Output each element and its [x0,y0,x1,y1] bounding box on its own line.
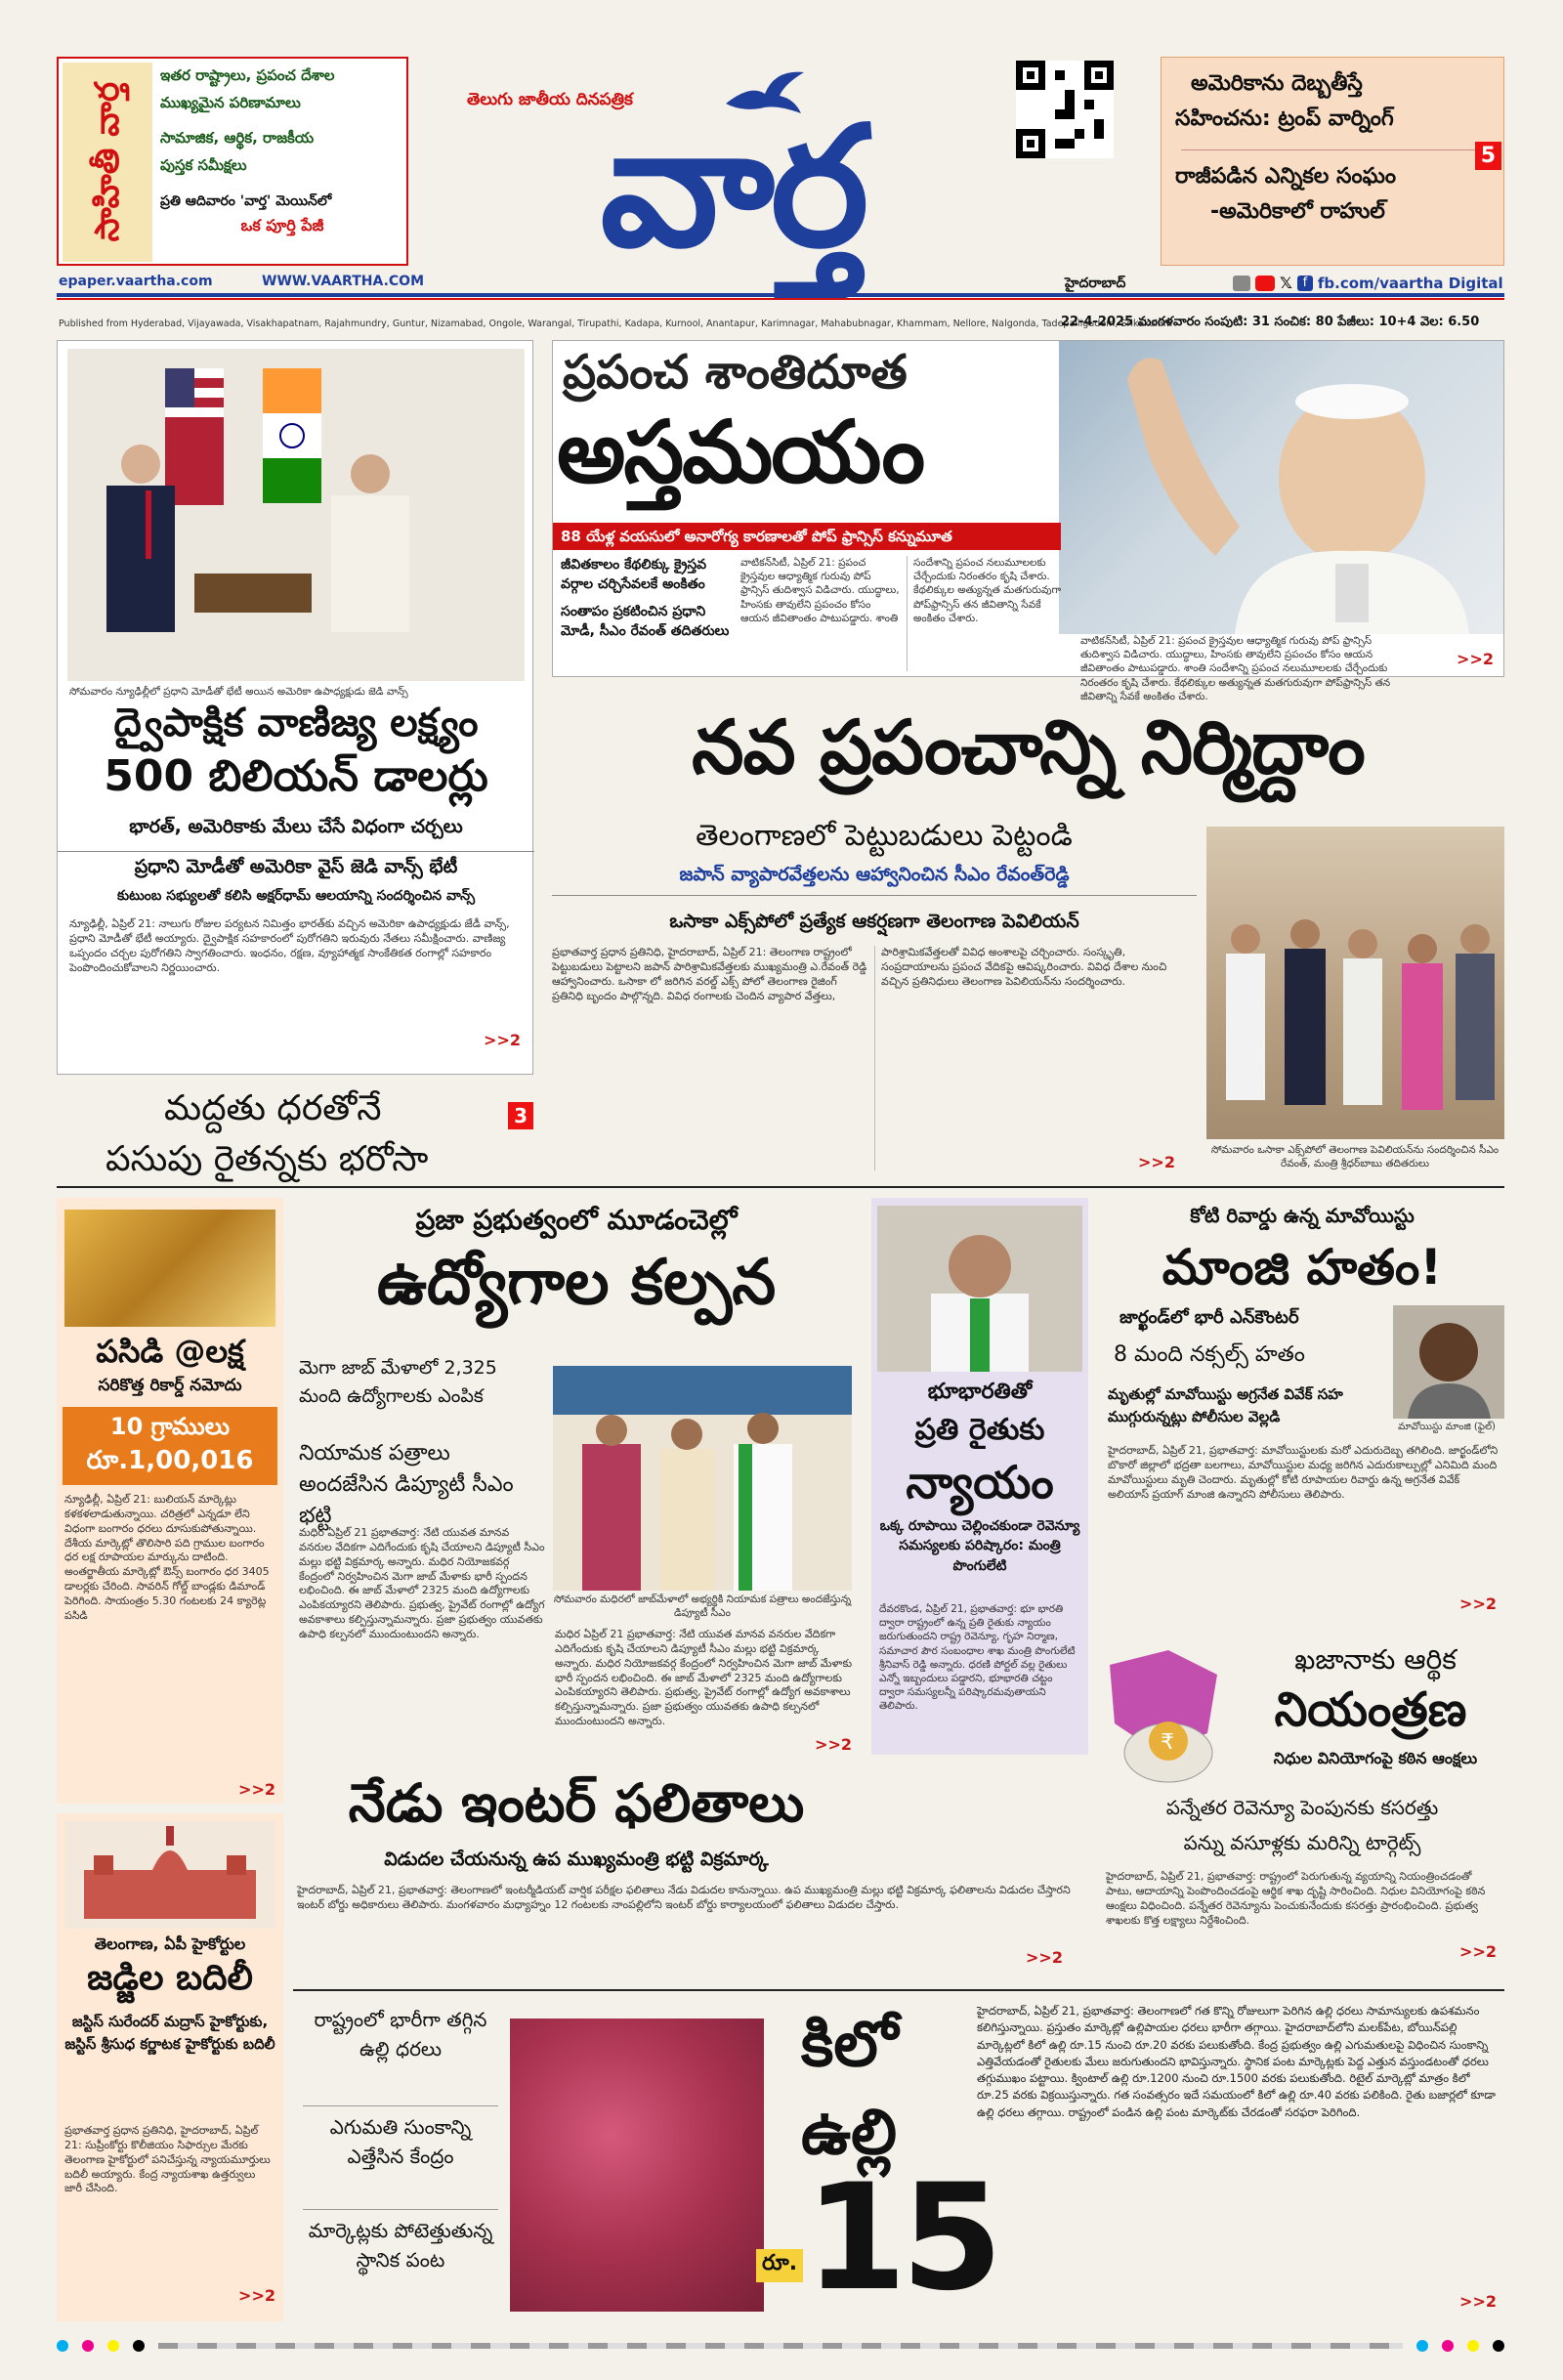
jobs-story[interactable] [293,1198,860,1761]
pope-photo [1059,341,1503,634]
revanth-story[interactable] [552,690,1504,1180]
print-registration-marks [57,2337,1504,2355]
finance-illustration [1100,1645,1237,1792]
onion-headline-2: ఉల్లి [801,2097,897,2169]
gold-headline: పసిడి @లక్ష [96,1333,244,1370]
published-from: Published from Hyderabad, Vijayawada, Visakhapatnam, Rajahmundry, Guntur, Nizamabad, Ongole, Warangal, Tirupathi, Kadapa, Kurnool, Anantapur, Karimnagar, Mahabubnagar, Khammam, Nellore, Nalgonda, Tadepalligudem, Srikakulam [59,319,1173,329]
revanth-sub-1: తెలంగాణలో పెట్టుబడులు పెట్టండి [696,819,1073,853]
judges-story[interactable] [57,1813,283,2321]
turmeric-teaser[interactable] [57,1084,533,1180]
promo-left-item: ముఖ్యమైన పరిణామాలు [160,94,301,111]
jobs-body: మధిర ఏప్రిల్ 21 ప్రభాతవార్త: నేటి యువత మానవ వనరుల వేదికగా ఎదిగేందుకు కృషి చేయాలని డిప్యూటీ సీఎం మల్లు భట్టి విక్రమార్క అన్నారు. మధిర నియోజకవర్గ కేంద్రంలో నిర్వహించిన మెగా జాబ్ మేళాకు భారీ స్పందన లభించింది. ఈ జాబ్ మేళాలో 2325 మంది ఉద్యోగాలకు ఎంపికయ్యారని తెలిపారు. ప్రభుత్వ, ప్రైవేట్ రంగాల్లో ఉద్యోగ అవకాశాలు కల్పిస్తున్నామన్నారు. ప్రజా ప్రభుత్వం యువతకు ఉపాధి కల్పనలో ముందుంటుందని అన్నారు. [299,1526,545,1640]
jobs-sub-1: మెగా జాబ్ మేళాలో 2,325 మంది ఉద్యోగాలకు ఎంపిక [299,1357,497,1407]
vance-sub-2: ప్రధాని మోడీతో అమెరికా వైస్ జెడి వాన్స్ భేటీ [58,851,534,882]
x-icon[interactable]: 𝕏 [1280,274,1292,292]
ponguleti-photo [877,1206,1082,1372]
maoist-caption: మావోయిస్టు మాంజి (ఫైల్) [1398,1422,1496,1432]
judges-body: ప్రభాతవార్త ప్రధాన ప్రతినిధి, హైదరాబాద్, ఏప్రిల్ 21: సుప్రీంకోర్టు కొలీజియం సిఫార్సుల మేరకు తెలంగాణ హైకోర్టులో పనిచేస్తున్న న్యాయమూర్తులు బదిలీ అయ్యారు. కేంద్ర న్యాయశాఖ ఉత్తర్వులు జారీ చేసింది. [64,2124,271,2195]
web-url[interactable]: WWW.VAARTHA.COM [262,274,424,289]
social-icons[interactable] [1233,274,1503,292]
jobs-headline: ఉద్యోగాల కల్పన [376,1247,777,1319]
promo-right-line2: సహించను: ట్రంప్ వార్నింగ్ [1175,106,1394,131]
revanth-body: ప్రభాతవార్త ప్రధాన ప్రతినిధి, హైదరాబాద్, ఏప్రిల్ 21: తెలంగాణ రాష్ట్రంలో పెట్టుబడులు పెట్టాలని జపాన్ పారిశ్రామికవేత్తలకు ముఖ్యమంత్రి ఎ.రేవంత్ రెడ్డి ఆహ్వానించారు. ఒసాకా లో జరిగిన వరల్డ్ ఎక్స్ పోలో తెలంగాణ రైజింగ్ ప్రతినిధి బృందం పాల్గొన్నది. వివిధ రంగాలకు చెందిన వ్యాపార వేత్తలు, పారిశ్రామికవేత్తలతో వివిధ అంశాలపై చర్చించారు. సంస్కృతి, సంప్రదాయాలను ప్రపంచ వేదికపై ఆవిష్కరించారు. వివిధ దేశాల నుంచి వచ్చిన ప్రతినిధులు తెలంగాణ పెవిలియన్‌ను సందర్శించారు. [552,946,1167,1002]
social-handle[interactable]: fb.com/vaartha Digital [1317,274,1503,292]
lead-story[interactable] [552,340,1504,702]
maoist-sub-2: 8 మంది నక్సల్స్ హతం [1114,1342,1305,1367]
maoist-headline: మాంజి హతం! [1162,1239,1443,1296]
bhubharati-body: దేవరకొండ, ఏప్రిల్ 21, ప్రభాతవార్త: భూ భారతి ద్వారా రాష్ట్రంలో ఉన్న ప్రతి రైతుకు న్యాయం జరుగుతుందని రాష్ట్ర రెవెన్యూ, గృహ నిర్మాణ, సమాచార పౌర సంబంధాల శాఖ మంత్రి పొంగులేటి శ్రీనివాస్ రెడ్డి అన్నారు. ధరణి పోర్టల్ వల్ల రైతులు ఎన్నో ఇబ్బందులు పడ్డారని, భూభారతి చట్టం ద్వారా సమస్యలన్నీ పరిష్కారమవుతాయని తెలిపారు. [879,1603,1076,1713]
masthead-logo: వార్త [600,91,866,284]
promo-right-line1: అమెరికాను దెబ్బతీస్తే [1191,71,1363,96]
masthead-rule-red [57,298,1504,300]
jobs-sub-2: నియామక పత్రాలు అందజేసిన డిప్యూటీ సీఎం భట్టి [299,1441,514,1528]
gold-photo [64,1210,275,1327]
jobs-body-right: మధిర ఏప్రిల్ 21 ప్రభాతవార్త: నేటి యువత మానవ వనరుల వేదికగా ఎదిగేందుకు కృషి చేయాలని డిప్యూటీ సీఎం మల్లు భట్టి విక్రమార్క అన్నారు. మధిర నియోజకవర్గ కేంద్రంలో నిర్వహించిన మెగా జాబ్ మేళాకు భారీ స్పందన లభించింది. ఈ జాబ్ మేళాలో 2325 మంది ఉద్యోగాలకు ఎంపికయ్యారని తెలిపారు. ప్రభుత్వ, ప్రైవేట్ రంగాల్లో ఉద్యోగ అవకాశాలు కల్పిస్తున్నామన్నారు. ప్రజా ప్రభుత్వం యువతకు ఉపాధి కల్పనలో ముందుంటుందని అన్నారు. [555,1628,853,1728]
vance-body: న్యూఢిల్లీ, ఏప్రిల్ 21: నాలుగు రోజుల పర్యటన నిమిత్తం భారత్‌కు వచ్చిన అమెరికా ఉపాధ్యక్షుడు జేడీ వాన్స్, ప్రధాని మోడీతో భేటీ అయ్యారు. ద్వైపాక్షిక సహకారంలో పురోగతిని ఇరువురు నేతలు సమీక్షించారు. వాణిజ్య ఒప్పందం చర్చల పురోగతిని స్వాగతించారు. ఇంధనం, రక్షణ, వ్యూహాత్మక సాంకేతికత రంగాల్లో సహకారం పెంపొందించుకోవాలని నిర్ణయించారు. [69,917,510,974]
lead-strap-text: 88 యేళ్ల వయసులో అనారోగ్య కారణాలతో పోప్ ఫ్రాన్సిస్ కన్నుమూత [561,528,952,545]
promo-right-box[interactable] [1161,57,1504,266]
vance-sub: భారత్, అమెరికాకు మేలు చేసే విధంగా చర్చలు [129,816,463,837]
promo-left-title-text: సాహితీ వార్త [88,82,127,242]
onion-headline-1: కిలో [801,2009,899,2081]
inter-body: హైదరాబాద్, ఏప్రిల్ 21, ప్రభాతవార్త: తెలంగాణలో ఇంటర్మీడియట్ వార్షిక పరీక్షల ఫలితాలు నేడు విడుదల కానున్నాయి. ఉప ముఖ్యమంత్రి మల్లు భట్టి విక్రమార్క ఫలితాలను విడుదల చేస్తారని ఇంటర్ బోర్డు అధికారులు తెలిపారు. మంగళవారం మధ్యాహ్నం 12 గంటలకు నాంపల్లిలోని ఇంటర్ బోర్డు కార్యాలయంలో ఫలితాలు విడుదల చేస్తారు. [297,1884,1071,1911]
svg-text:₹: ₹ [1161,1730,1174,1755]
onion-box-2: ఎగుమతి సుంకాన్ని ఎత్తేసిన కేంద్రం [303,2112,498,2210]
tagline: తెలుగు జాతీయ దినపత్రిక [467,90,633,109]
judges-continue[interactable]: >>2 [238,2286,275,2305]
onion-box-1: రాష్ట్రంలో భారీగా తగ్గిన ఉల్లి ధరలు [303,2005,498,2106]
vance-continue[interactable]: >>2 [484,1031,521,1049]
gold-story[interactable] [57,1198,283,1804]
bhubharati-story[interactable] [871,1198,1088,1755]
gold-unit: 10 గ్రాములు [109,1413,231,1440]
masthead-rule-blue [57,293,1504,297]
finance-continue[interactable]: >>2 [1459,1942,1497,1961]
promo-left-item: ఇతర రాష్ట్రాలు, ప్రపంచ దేశాల [160,66,335,84]
onion-price: 15 [805,2153,997,2323]
maoist-story[interactable] [1100,1198,1504,1628]
youtube-icon[interactable] [1255,276,1275,291]
inter-story[interactable] [293,1768,1088,1981]
bhubharati-line-2: ప్రతి రైతుకు [914,1413,1045,1447]
lead-strap [553,523,1061,550]
revanth-sub-3: ఒసాకా ఎక్స్‌పోలో ప్రత్యేక ఆకర్షణగా తెలంగాణ పెవిలియన్ [669,911,1079,932]
finance-sub-1: నిధుల వినియోగంపై కఠిన ఆంక్షలు [1273,1749,1478,1767]
promo-right-line3: రాజీపడిన ఎన్నికల సంఘం [1175,164,1397,189]
jobs-kicker: ప్రజా ప్రభుత్వంలో మూడంచెల్లో [415,1204,738,1236]
turmeric-line-2: పసుపు రైతన్నకు భరోసా [106,1139,429,1179]
maoist-kicker: కోటి రివార్డు ఉన్న మావోయిస్టు [1190,1204,1415,1227]
judges-sub: జస్టిస్ సురేందర్ మద్రాస్ హైకోర్టుకు, జస్టిస్ శ్రీసుధ కర్ణాటక హైకోర్టుకు బదిలీ [64,2013,275,2053]
vance-story[interactable] [57,340,533,1075]
maoist-photo [1393,1305,1504,1419]
judges-kicker: తెలంగాణ, ఏపీ హైకోర్టుల [94,1934,246,1953]
jobs-continue[interactable]: >>2 [815,1735,852,1754]
inter-headline: నేడు ఇంటర్ ఫలితాలు [348,1772,805,1834]
inter-continue[interactable]: >>2 [1026,1948,1063,1967]
promo-right-line4: -అమెరికాలో రాహుల్ [1210,199,1385,224]
date-line: 22-4-2025 మంగళవారం సంపుటి: 31 సంచిక: 80 పేజీలు: 10+4 వెల: 6.50 [1061,315,1480,329]
promo-left-box[interactable] [57,57,408,266]
gold-sub: సరికొత్త రికార్డ్ నమోదు [98,1376,242,1395]
onion-body: హైదరాబాద్, ఏప్రిల్ 21, ప్రభాతవార్త: తెలంగాణలో గత కొన్ని రోజులుగా పెరిగిన ఉల్లి ధరలు సామాన్యులకు ఉపశమనం కలిగిస్తున్నాయి. ప్రస్తుతం మార్కెట్లో ఉల్లిపాయల ధరలు భారీగా తగ్గాయి. హైదరాబాద్‌లోని మలక్‌పేట, బోయిన్‌పల్లి మార్కెట్లలో కిలో ఉల్లి రూ.15 నుంచి రూ.20 వరకు పలుకుతోంది. కేంద్ర ప్రభుత్వం ఉల్లి ఎగుమతులపై విధించిన సుంకాన్ని ఎత్తివేయడంతో రైతులకు మేలు జరుగుతుందని భావిస్తున్నారు. స్థానిక పంట మార్కెట్లకు పెద్ద ఎత్తున వస్తుండటంతో ధరలు తగ్గుముఖం పట్టాయి. క్వింటాల్ ఉల్లి రూ.1200 నుంచి రూ.1500 వరకు పలుకుతోంది. రిటైల్ మార్కెట్లో మాత్రం కిలో రూ.25 వరకు విక్రయిస్తున్నారు. గత సంవత్సరం ఇదే సమయంలో కిలో ఉల్లి రూ.40 వరకు పలికింది. రైతు బజార్లలో కూడా ఉల్లి ధరలు తగ్గాయి. రాష్ట్రంలో పండిన ఉల్లి పంట మార్కెట్‌కు చేరడంతో సరఫరా పెరిగింది. [977,2004,1496,2119]
promo-left-item: సామాజిక, ఆర్థిక, రాజకీయ [160,129,315,147]
revanth-headline: నవ ప్రపంచాన్ని నిర్మిద్దాం [692,703,1365,790]
gold-price-box [63,1407,277,1485]
finance-headline: నియంత్రణ [1274,1682,1467,1737]
lead-bullet-2: సంతాపం ప్రకటించిన ప్రధాని మోడీ, సీఎం రేవంత్ తదితరులు [561,604,730,639]
divider-2 [293,1989,1504,1991]
lead-kicker: ప్రపంచ శాంతిదూత [563,345,908,400]
turmeric-page-badge[interactable]: 3 [508,1102,533,1129]
lead-headline: అస్తమయం [557,402,924,502]
maoist-continue[interactable]: >>2 [1459,1594,1497,1613]
finance-sub-2: పన్నేతర రెవెన్యూ పెంపునకు కసరత్తు [1165,1796,1439,1819]
revanth-sub-2: జపాన్ వ్యాపారవేత్తలను ఆహ్వానించిన సీఎం రేవంత్‌రెడ్డి [679,864,1070,885]
onion-box-3: మార్కెట్లకు పోటెత్తుతున్న స్థానిక పంట [308,2219,493,2272]
maoist-sub-3: మృతుల్లో మావోయిస్టు అగ్రనేత వివేక్ సహ ముగ్గురున్నట్లు పోలీసుల వెల్లడి [1108,1385,1343,1425]
bhubharati-line-3: న్యాయం [906,1456,1054,1509]
jobs-caption: సోమవారం మధిరలో జాబ్‌మేళాలో అభ్యర్థికి నియామక పత్రాలు అందజేస్తున్న డిప్యూటీ సీఎం [553,1594,852,1620]
promo-left-footer: ప్రతి ఆదివారం 'వార్త' మెయిన్‌లో [160,193,332,209]
vance-modi-photo [67,349,525,681]
app-icon[interactable] [1233,276,1250,291]
promo-left-item: పుస్తక సమీక్షలు [160,156,247,174]
onion-continue[interactable]: >>2 [1459,2292,1497,2311]
finance-sub-3: పన్ను వసూళ్లకు మరిన్ని టార్గెట్స్ [1183,1831,1421,1854]
lead-continue[interactable]: >>2 [1457,650,1494,668]
turmeric-line-1: మద్దతు ధరతోనే [164,1088,382,1128]
bhubharati-sub: ఒక్క రూపాయి చెల్లించకుండా రెవెన్యూ సమస్యలకు పరిష్కారం: మంత్రి పొంగులేటి [879,1518,1080,1574]
inter-sub: విడుదల చేయనున్న ఉప ముఖ్యమంత్రి భట్టి విక్రమార్క [384,1849,769,1870]
vance-headline-1: ద్వైపాక్షిక వాణిజ్య లక్ష్యం [113,701,479,745]
gold-price: రూ.1,00,016 [86,1446,254,1475]
facebook-icon[interactable]: f [1297,276,1313,291]
lead-body-right: వాటికన్‌సిటీ, ఏప్రిల్ 21: ప్రపంచ క్రైస్తవుల ఆధ్యాత్మిక గురువు పోప్ ఫ్రాన్సిస్ తుదిశ్వాస విడిచారు. యుద్ధాలు, హింసకు తావులేని ప్రపంచం కోసం ఆయన జీవితాంతం పాటుపడ్డారు. శాంతి సందేశాన్ని ప్రపంచ నలుమూలలకు చేర్చేందుకు నిరంతరం కృషి చేశారు. కేథలిక్కుల అత్యున్నత మతగురువుగా పోప్‌ఫ్రాన్సిస్ తన జీవితాన్ని సేవకే అంకితం చేశారు. [1080,635,1391,702]
lead-bullet-1: జీవితకాలం కేథలిక్కు క్రైస్తవ వర్గాల చర్చిసేవలకే అంకితం [561,557,707,592]
promo-left-footer2: ఒక పూర్తి పేజీ [240,216,324,234]
qr-code-icon[interactable] [1016,61,1114,158]
vance-sub-3: కుటుంబ సభ్యులతో కలిసి అక్షర్‌ధామ్ ఆలయాన్ని సందర్శించిన వాన్స్ [117,888,475,904]
onion-story[interactable] [293,1999,1504,2321]
divider-1 [57,1186,1504,1188]
high-court-photo [64,1821,275,1929]
promo-right-page-badge[interactable]: 5 [1475,142,1501,170]
epaper-url[interactable]: epaper.vaartha.com [59,274,213,289]
bhubharati-line-1: భూభారతితో [927,1380,1033,1404]
finance-story[interactable] [1100,1639,1504,1981]
onion-rs-badge: రూ. [756,2249,803,2282]
vance-headline-2: 500 బిలియన్ డాలర్లు [104,751,488,801]
judges-headline: జడ్జిల బదిలీ [87,1958,253,1998]
gold-continue[interactable]: >>2 [238,1780,275,1799]
promo-left-vertical-title [63,63,152,262]
vance-caption: సోమవారం న్యూఢిల్లీలో ప్రధాని మోడీతో భేటీ అయిన అమెరికా ఉపాధ్యక్షుడు జెడి వాన్స్ [69,686,408,698]
gold-body: న్యూఢిల్లీ, ఏప్రిల్ 21: బులియన్ మార్కెట్లు కళకళలాడుతున్నాయి. చరిత్రలో ఎన్నడూ లేని విధంగా బంగారం ధరలు దూసుకుపోతున్నాయి. దేశీయ మార్కెట్లో తొలిసారి పది గ్రాముల బంగారం ధర లక్ష రూపాయల మార్కును దాటింది. అంతర్జాతీయ మార్కెట్లో ఔన్స్ బంగారం ధర 3405 డాలర్లకు చేరింది. సావరిన్ గోల్డ్ బాండ్లకు డిమాండ్ పెరిగింది. సాయంత్రం 5.30 గంటలకు 24 క్యారెట్ల పసిడి [64,1493,270,1622]
onion-photo [510,2019,764,2312]
revanth-continue[interactable]: >>2 [1138,1153,1175,1171]
jobs-photo [553,1366,852,1591]
maoist-body: హైదరాబాద్, ఏప్రిల్ 21, ప్రభాతవార్త: మావోయిస్టులకు మరో ఎదురుదెబ్బ తగిలింది. జార్ఖండ్‌లోని బొకారో జిల్లాలో భద్రతా బలగాలు, మావోయిస్టుల మధ్య జరిగిన ఎదురుకాల్పుల్లో ఎనిమిది మంది మావోయిస్టులు మృతి చెందారు. మృతుల్లో కోటి రూపాయల రివార్డు ఉన్న అగ్రనేత వివేక్ అలియాస్ ప్రయాగ్ మాంజి ఉన్నారని పోలీసులు తెలిపారు. [1108,1444,1499,1501]
city-label: హైదరాబాద్ [1065,276,1126,291]
finance-kicker: ఖజానాకు ఆర్థిక [1294,1643,1457,1676]
revanth-caption: సోమవారం ఒసాకా ఎక్స్‌పోలో తెలంగాణ పెవిలియన్‌ను సందర్శించిన సీఎం రేవంత్, మంత్రి శ్రీధర్‌బాబు తదితరులు [1210,1144,1500,1170]
maoist-sub-1: జార్ఖండ్‌లో భారీ ఎన్‌కౌంటర్ [1119,1307,1299,1328]
lead-body: వాటికన్‌సిటీ, ఏప్రిల్ 21: ప్రపంచ క్రైస్తవుల ఆధ్యాత్మిక గురువు పోప్ ఫ్రాన్సిస్ తుదిశ్వాస విడిచారు. యుద్ధాలు, హింసకు తావులేని ప్రపంచం కోసం ఆయన జీవితాంతం పాటుపడ్డారు. శాంతి సందేశాన్ని ప్రపంచ నలుమూలలకు చేర్చేందుకు నిరంతరం కృషి చేశారు. కేథలిక్కుల అత్యున్నత మతగురువుగా పోప్‌ఫ్రాన్సిస్ తన జీవితాన్ని సేవకే అంకితం చేశారు. [740,557,1062,624]
revanth-photo [1206,827,1504,1139]
finance-body: హైదరాబాద్, ఏప్రిల్ 21, ప్రభాతవార్త: రాష్ట్రంలో పెరుగుతున్న వ్యయాన్ని నియంత్రించడంతో పాటు, ఆదాయాన్ని పెంపొందించడంపై ఆర్థిక శాఖ దృష్టి సారించింది. నిధుల వినియోగంపై కఠిన ఆంక్షలు విధించింది. పన్నేతర రెవెన్యూను పెంచుకునేందుకు కసరత్తు ప్రారంభించింది. ప్రభుత్వ శాఖలకు కొత్త లక్ష్యాలు నిర్దేశించింది. [1106,1870,1486,1927]
